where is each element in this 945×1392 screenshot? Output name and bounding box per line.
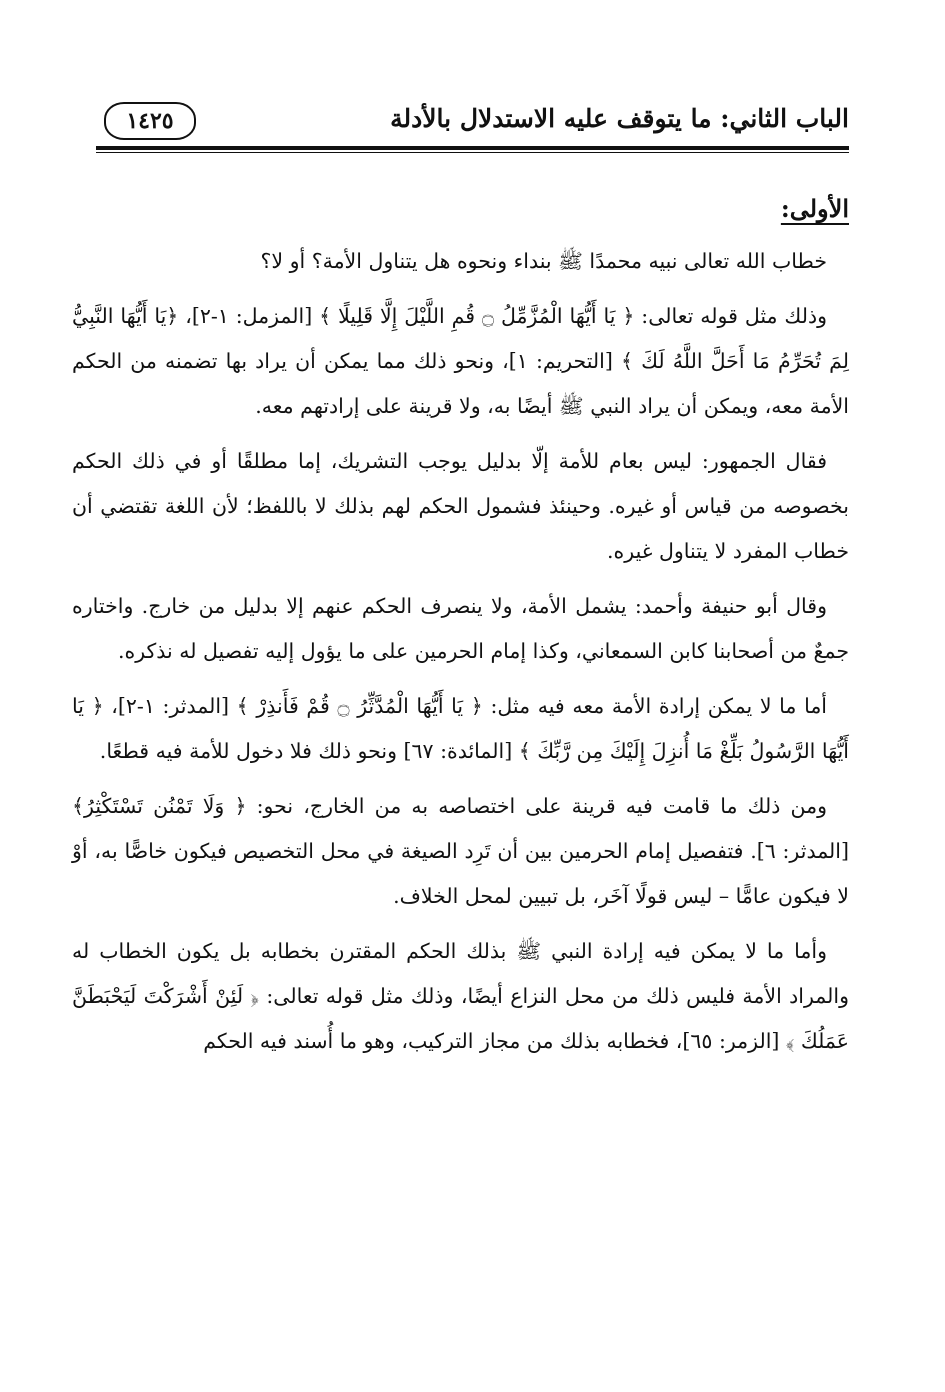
running-title: الباب الثاني: ما يتوقف عليه الاستدلال بالأدلة xyxy=(390,104,849,133)
page-number: ١٤٢٥ xyxy=(104,102,196,140)
header-rule-thick xyxy=(96,146,849,150)
header-rule xyxy=(96,146,849,152)
paragraph-2: وذلك مثل قوله تعالى: ﴿ يَا أَيُّهَا الْمُزَّمِّلُ ۝ قُمِ اللَّيْلَ إِلَّا قَلِيلًا ﴾ [المزمل: ١-٢]، ﴿يَا أَيُّهَا النَّبِيُّ لِمَ تُحَرِّمُ مَا أَحَلَّ اللَّهُ لَكَ ﴾ [التحريم: ١]، ونحو ذلك مما يمكن أن يراد بها تضمنه من الحكم الأمة معه، ويمكن أن يراد النبي ﷺ أيضًا به، ولا قرينة على إرادتهم معه. xyxy=(72,304,849,418)
page-body xyxy=(72,176,849,1074)
section-heading: الأولى: xyxy=(780,194,849,223)
paragraph-6: ومن ذلك ما قامت فيه قرينة على اختصاصه به من الخارج، نحو: ﴿ وَلَا تَمْنُن تَسْتَكْثِرُ﴾ [المدثر: ٦]. فتفصيل إمام الحرمين بين أن تَرِد الصيغة في محل التخصيص فيكون خاصًّا به، أوْ لا فيكون عامًّا – ليس قولًا آخَر، بل تبيين لمحل الخلاف. xyxy=(72,794,849,908)
paragraph-4: وقال أبو حنيفة وأحمد: يشمل الأمة، ولا ينصرف الحكم عنهم إلا بدليل من خارج. واختاره جمعٌ من أصحابنا كابن السمعاني، وكذا إمام الحرمين على ما يؤول إليه تفصيل له نذكره. xyxy=(72,594,849,663)
paragraph-1: خطاب الله تعالى نبيه محمدًا ﷺ بنداء ونحوه هل يتناول الأمة؟ أو لا؟ xyxy=(260,249,827,273)
paragraph-3: فقال الجمهور: ليس بعام للأمة إلّا بدليل يوجب التشريك، إما مطلقًا أو في ذلك الحكم بخصوصه من قياس أو غيره. وحينئذ فشمول الحكم لهم بذلك لا باللفظ؛ لأن اللغة تقتضي أن خطاب المفرد لا يتناول غيره. xyxy=(72,449,849,563)
page-header xyxy=(96,96,849,146)
paragraph-5: أما ما لا يمكن إرادة الأمة معه فيه مثل: ﴿ يَا أَيُّهَا الْمُدَّثِّرُ ۝ قُمْ فَأَنذِرْ ﴾ [المدثر: ١-٢]، ﴿ يَا أَيُّهَا الرَّسُولُ بَلِّغْ مَا أُنزِلَ إِلَيْكَ مِن رَّبِّكَ ﴾ [المائدة: ٦٧] ونحو ذلك فلا دخول للأمة فيه قطعًا. xyxy=(72,694,849,763)
header-rule-thin xyxy=(96,152,849,153)
paragraph-7: وأما ما لا يمكن فيه إرادة النبي ﷺ بذلك الحكم المقترن بخطابه بل يكون الخطاب له والمراد الأمة فليس ذلك من محل النزاع أيضًا، وذلك مثل قوله تعالى: ﴿ لَئِنْ أَشْرَكْتَ لَيَحْبَطَنَّ عَمَلُكَ ﴾ [الزمر: ٦٥]، فخطابه بذلك من مجاز التركيب، وهو ما أُسند فيه الحكم xyxy=(72,939,849,1053)
